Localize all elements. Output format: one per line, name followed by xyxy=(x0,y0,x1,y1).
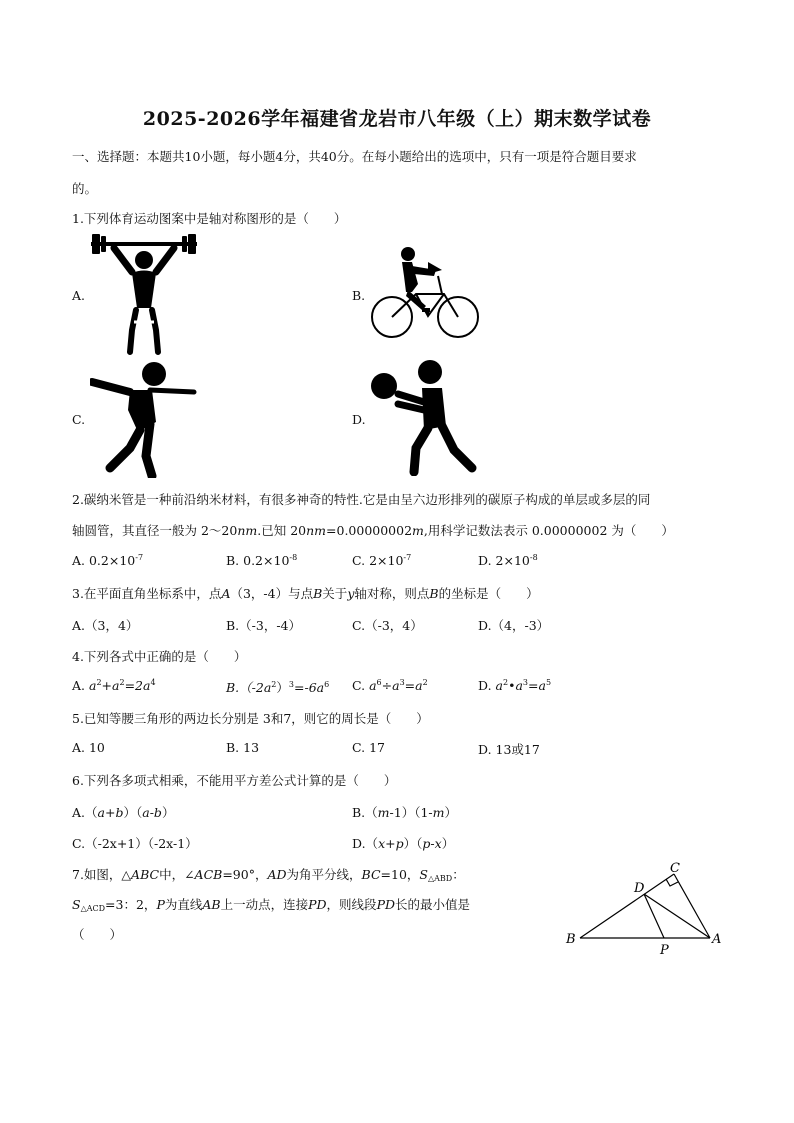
q6-option-c[interactable]: C.（-2x+1）（-2x-1） xyxy=(72,836,198,851)
q3-option-c[interactable]: C.（-3，4） xyxy=(352,618,423,633)
q5-option-a[interactable]: A. 10 xyxy=(72,740,105,755)
q2-option-c[interactable]: C. $2\times 10^{-7}$ xyxy=(352,553,412,568)
q1-option-a-label: A. xyxy=(72,288,86,303)
question-1-stem: 1.下列体育运动图案中是轴对称图形的是（ ） xyxy=(72,211,347,226)
question-7-line3: （ ） xyxy=(72,927,123,942)
q3-option-d[interactable]: D.（4，-3） xyxy=(478,618,550,633)
q5-option-c[interactable]: C. 17 xyxy=(352,740,385,755)
question-4-stem: 4.下列各式中正确的是（ ） xyxy=(72,649,247,664)
label-c: C xyxy=(670,861,680,876)
exam-title: 2025-2026学年福建省龙岩市八年级（上）期末数学试卷 xyxy=(142,108,652,130)
q1-option-b-label: B. xyxy=(352,288,366,303)
question-2-line1: 2.碳纳米管是一种前沿纳米材料，有很多神奇的特性.它是由呈六边形排列的碳原子构成的单层或多层的同 xyxy=(72,492,651,507)
section-heading-line2: 的。 xyxy=(72,181,98,196)
q2-option-b[interactable]: B. $0.2\times 10^{-8}$ xyxy=(226,553,298,568)
q5-option-d[interactable]: D. 13或17 xyxy=(478,742,540,757)
running-figure xyxy=(90,360,200,478)
q6-option-d[interactable]: D.（x+p）（p-x） xyxy=(352,836,455,851)
cycling-figure xyxy=(368,244,480,340)
q6-option-a[interactable]: A.（a+b）（a-b） xyxy=(72,805,175,820)
question-6-stem: 6.下列各多项式相乘，不能用平方差公式计算的是（ ） xyxy=(72,773,397,788)
q4-option-b[interactable]: $B.(-2a^2)^3=-6a^6$ xyxy=(226,680,330,695)
q2-option-d[interactable]: D. $2\times 10^{-8}$ xyxy=(478,553,538,568)
weightlifting-figure xyxy=(88,230,200,355)
q5-option-b[interactable]: B. 13 xyxy=(226,740,260,755)
section-heading-line1: 一、选择题：本题共10小题，每小题4分，共40分。在每小题给出的选项中，只有一项是符合题目要求 xyxy=(72,149,637,164)
label-a: A xyxy=(712,932,722,947)
question-2-line2: 轴圆管，其直径一般为 2～20nm.已知 20nm=0.00000002m,用科学记数法表示 0.00000002 为（ ） xyxy=(72,523,674,538)
q1-option-c-label: C. xyxy=(72,412,86,427)
label-b: B xyxy=(566,932,576,947)
question-5-stem: 5.已知等腰三角形的两边长分别是 3和7，则它的周长是（ ） xyxy=(72,711,429,726)
q6-option-b[interactable]: B.（m-1）（1-m） xyxy=(352,805,458,820)
q3-option-a[interactable]: A.（3，4） xyxy=(72,618,139,633)
volleyball-figure xyxy=(368,360,480,476)
label-d: D xyxy=(634,881,645,896)
q4-option-c[interactable]: C. $a^6\div a^3=a^2$ xyxy=(352,678,428,693)
question-7-line1: 7.如图，△ABC中，∠ACB=90°，AD为角平分线，BC=10，$S_{\triangle ABD}$： xyxy=(72,867,465,883)
q4-option-d[interactable]: D. $a^2•a^3=a^5$ xyxy=(478,678,552,693)
triangle-abc-figure xyxy=(562,860,728,960)
question-7-line2: $S_{\triangle ACD}=3$：2，P为直线AB上一动点，连接PD，则线段PD长的最小值是 xyxy=(72,897,471,913)
q4-option-a[interactable]: A. $a^2+a^2=2a^4$ xyxy=(72,678,156,693)
q1-option-d-label: D. xyxy=(352,412,366,427)
question-3-stem: 3.在平面直角坐标系中，点A（3，-4）与点B关于y轴对称，则点B的坐标是（ ） xyxy=(72,586,539,601)
label-p: P xyxy=(660,943,669,958)
q2-option-a[interactable]: A. $0.2\times 10^{-7}$ xyxy=(72,553,144,568)
q3-option-b[interactable]: B.（-3，-4） xyxy=(226,618,302,633)
